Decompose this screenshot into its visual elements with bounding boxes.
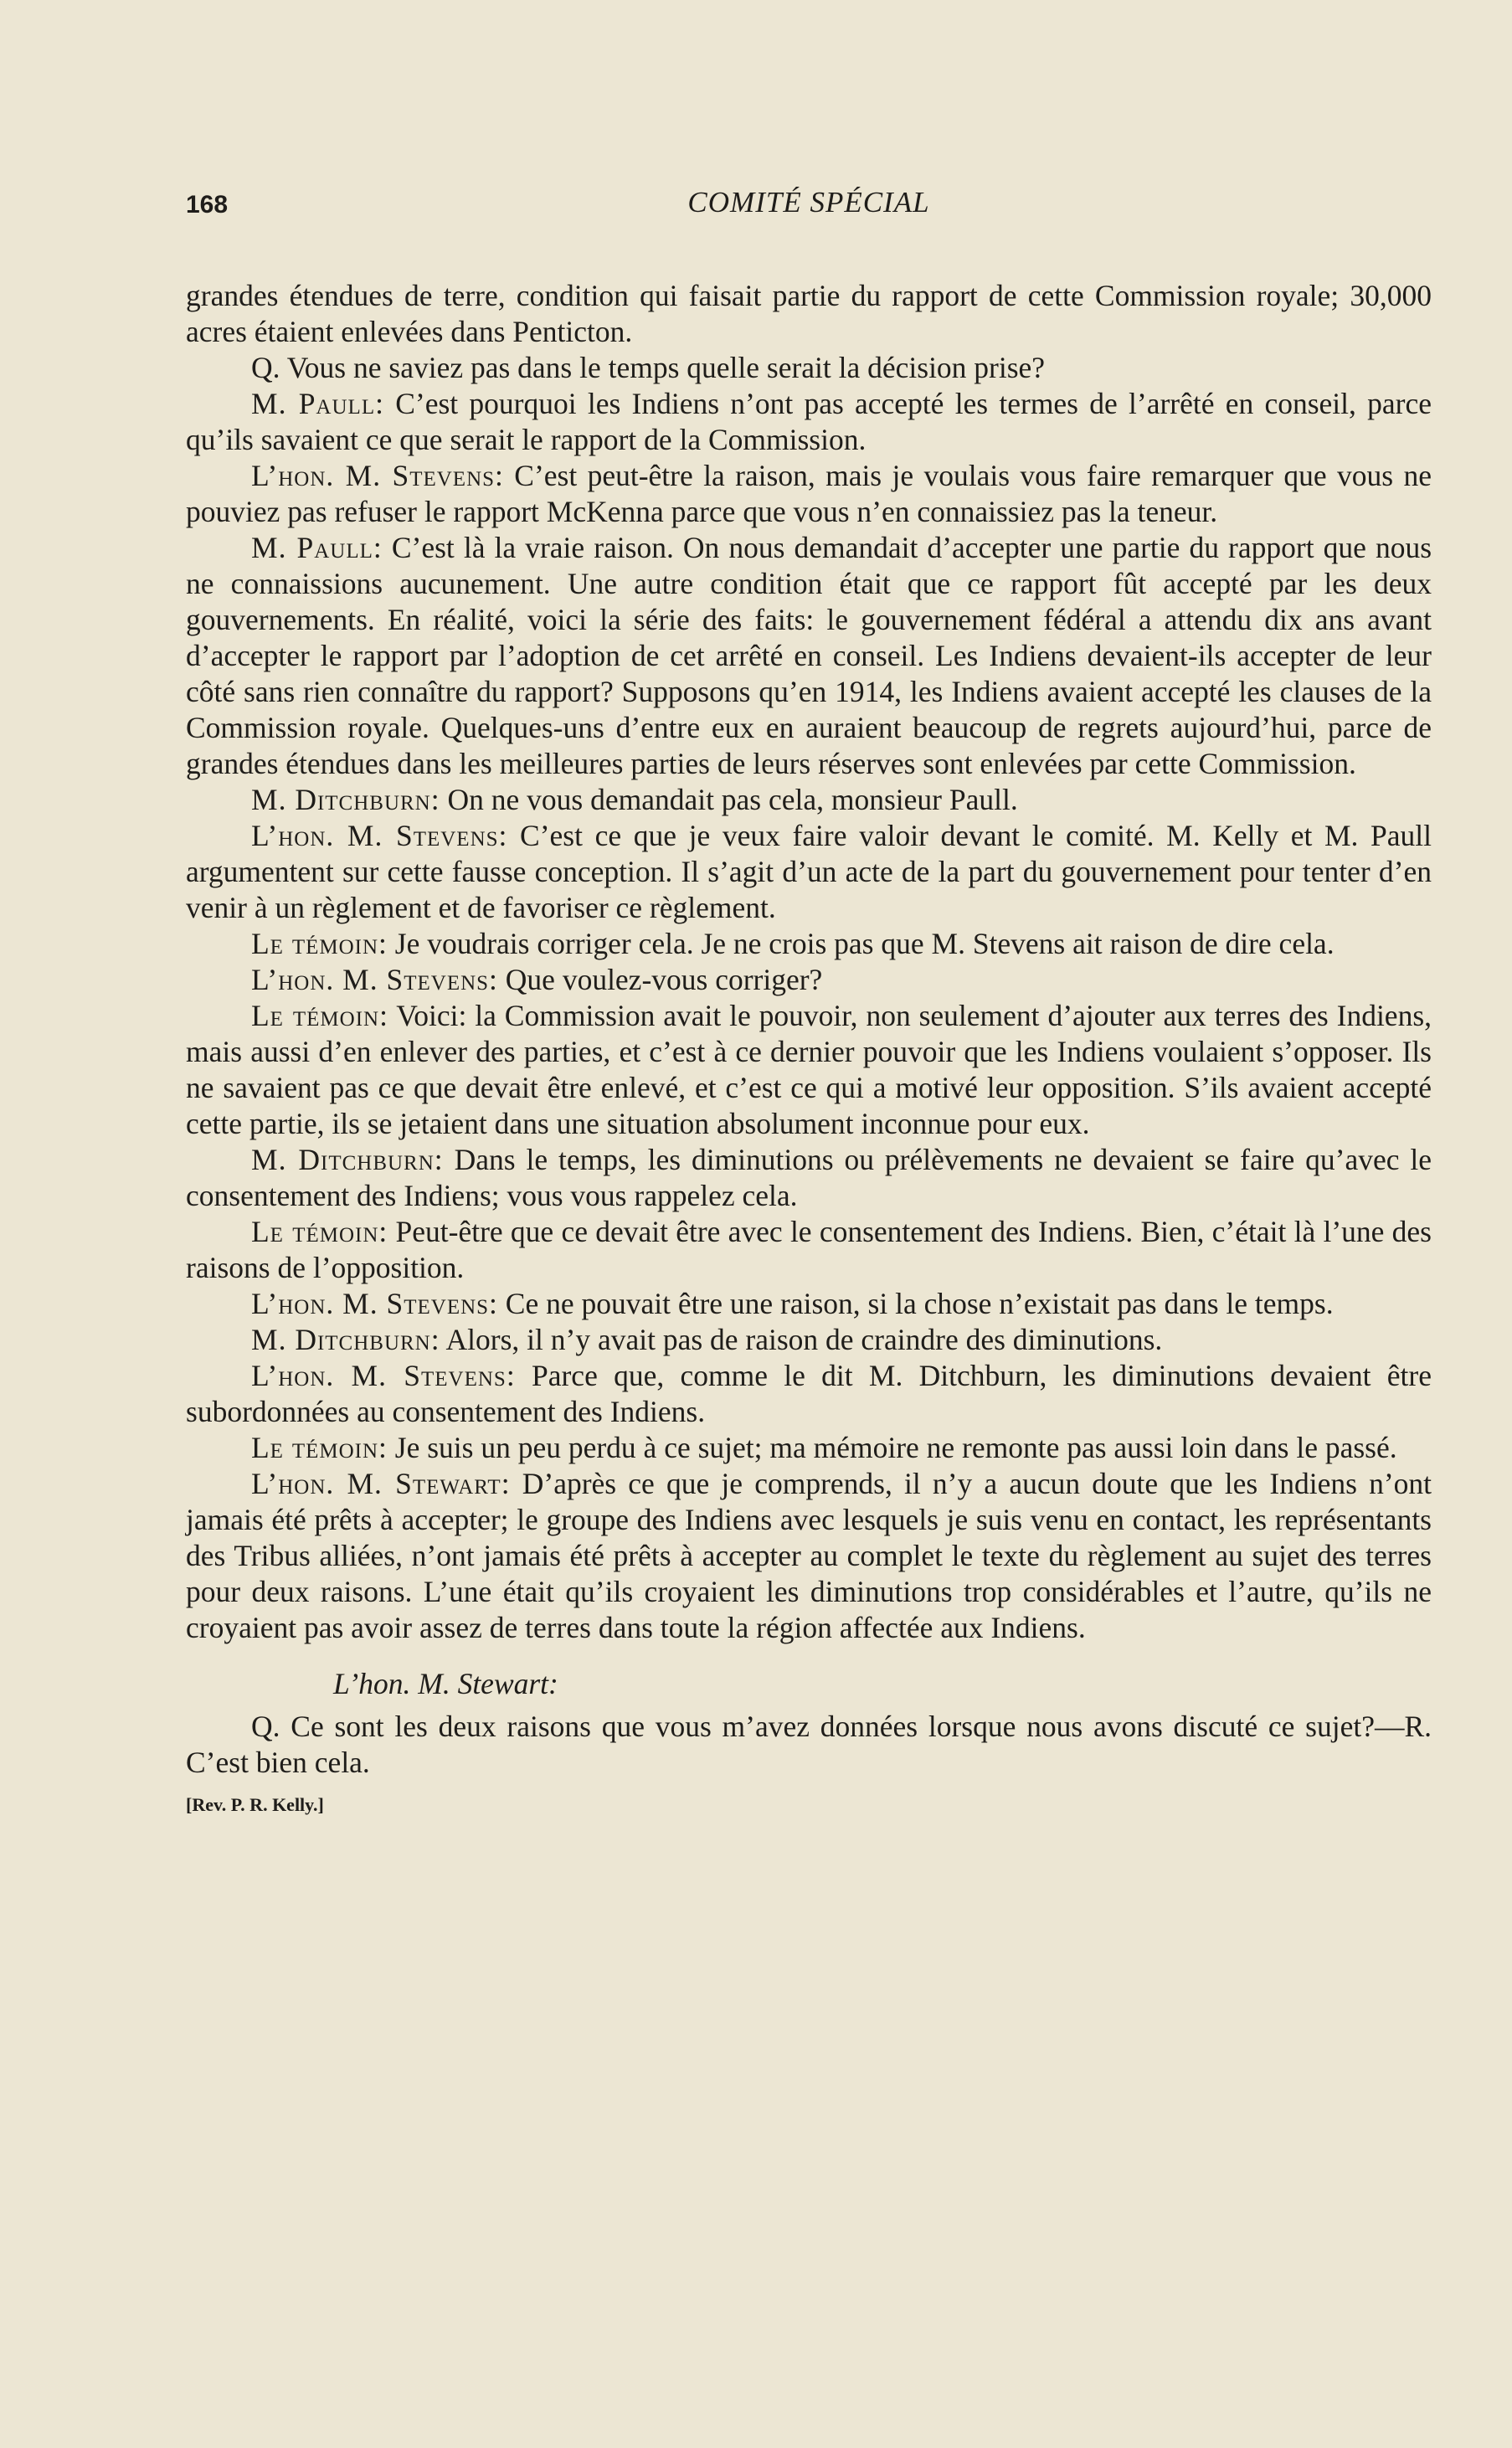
- running-title: COMITÉ SPÉCIAL: [687, 186, 930, 219]
- speaker-name: L’hon. M. Stevens:: [251, 819, 508, 852]
- speaker-name: Le témoin:: [251, 999, 388, 1032]
- paragraph: [186, 1322, 1432, 1358]
- paragraph: [186, 962, 1432, 998]
- paragraph: [186, 926, 1432, 962]
- speaker-name: M. Ditchburn:: [251, 783, 440, 816]
- paragraph-text: C’est pourquoi les Indiens n’ont pas accepté les termes de l’arrêté en conseil, parce qu’ils savaient ce que serait le rapport de la Commission.: [186, 387, 1432, 456]
- speaker-name: Le témoin:: [251, 1431, 388, 1464]
- paragraph: [186, 386, 1432, 458]
- speaker-name: L’hon. M. Stevens:: [251, 1287, 498, 1320]
- speaker-name: M. Paull:: [251, 531, 383, 564]
- paragraph-text: On ne vous demandait pas cela, monsieur Paull.: [447, 783, 1018, 816]
- paragraph: [186, 818, 1432, 926]
- paragraph: [186, 782, 1432, 818]
- examiner-heading: L’hon. M. Stewart:: [333, 1667, 558, 1700]
- paragraph-text: Peut-être que ce devait être avec le consentement des Indiens. Bien, c’était là l’une des raisons de l’opposition.: [186, 1215, 1432, 1284]
- speaker-name: Le témoin:: [251, 1215, 388, 1248]
- paragraph-text: Dans le temps, les diminutions ou prélèvements ne devaient se faire qu’avec le consentement des Indiens; vous vous rappelez cela.: [186, 1143, 1432, 1212]
- speaker-name: L’hon. M. Stevens:: [251, 1359, 516, 1392]
- paragraph: [186, 350, 1432, 386]
- paragraph: [186, 1214, 1432, 1286]
- paragraph-text: Ce ne pouvait être une raison, si la chose n’existait pas dans le temps.: [505, 1287, 1334, 1320]
- speaker-name: M. Ditchburn:: [251, 1143, 444, 1176]
- paragraph-text: D’après ce que je comprends, il n’y a aucun doute que les Indiens n’ont jamais été prêts à accepter; le groupe des Indiens avec lesquels je suis venu en contact, les représentants des Tribus alliées, n’ont jamais été prêts à accepter au complet le texte du règlement au sujet des terres pour deux raisons. L’une était qu’ils croyaient les diminutions trop considérables et l’autre, qu’ils ne croyaient pas avoir assez de terres dans toute la région affectée aux Indiens.: [186, 1467, 1432, 1644]
- paragraph-text: Je voudrais corriger cela. Je ne crois pas que M. Stevens ait raison de dire cela.: [394, 927, 1335, 960]
- page-header: [186, 186, 1432, 241]
- speaker-name: L’hon. M. Stevens:: [251, 963, 498, 996]
- paragraph: [186, 1142, 1432, 1214]
- paragraph-text: grandes étendues de terre, condition qui faisait partie du rapport de cette Commission royale; 30,000 acres étaient enlevées dans Penticton.: [186, 279, 1432, 348]
- paragraph-text: C’est peut-être la raison, mais je voulais vous faire remarquer que vous ne pouviez pas refuser le rapport McKenna parce que vous n’en connaissiez pas la teneur.: [186, 459, 1432, 528]
- paragraph: [186, 998, 1432, 1142]
- paragraph: [186, 1286, 1432, 1322]
- paragraph-text: C’est là la vraie raison. On nous demandait d’accepter une partie du rapport que nous ne connaissions aucunement. Une autre condition était que ce rapport fût accepté par les deux gouvernements. En réalité, voici la série des faits: le gouvernement fédéral a attendu dix ans avant d’accepter le rapport par l’adoption de cet arrêté en conseil. Les Indiens devaient-ils accepter de leur côté sans rien connaître du rapport? Supposons qu’en 1914, les Indiens avaient accepté les clauses de la Commission royale. Quelques-uns d’entre eux en auraient beaucoup de regrets aujourd’hui, parce de grandes étendues dans les meilleures parties de leurs réserves sont enlevées par cette Commission.: [186, 531, 1432, 780]
- paragraph-text: Parce que, comme le dit M. Ditchburn, les diminutions devaient être subordonnées au consentement des Indiens.: [186, 1359, 1432, 1428]
- paragraph-text: Q. Vous ne saviez pas dans le temps quelle serait la décision prise?: [251, 351, 1046, 384]
- speaker-name: Le témoin:: [251, 927, 388, 960]
- paragraph-text: Que voulez-vous corriger?: [505, 963, 823, 996]
- paragraph-text: Alors, il n’y avait pas de raison de craindre des diminutions.: [445, 1323, 1163, 1356]
- paragraph: [186, 530, 1432, 782]
- speaker-name: L’hon. M. Stewart:: [251, 1467, 511, 1500]
- paragraph-text: C’est ce que je veux faire valoir devant le comité. M. Kelly et M. Paull argumentent sur cette fausse conception. Il s’agit d’un acte de la part du gouvernement pour tenter d’en venir à un règlement et de favoriser ce règlement.: [186, 819, 1432, 924]
- document-page: [186, 186, 1432, 1816]
- speaker-name: L’hon. M. Stevens:: [251, 459, 504, 492]
- speaker-name: M. Paull:: [251, 387, 384, 420]
- witness-footer: [Rev. P. R. Kelly.]: [186, 1794, 324, 1815]
- speaker-name: M. Ditchburn:: [251, 1323, 440, 1356]
- page-number: 168: [186, 191, 229, 219]
- closing-paragraph: Q. Ce sont les deux raisons que vous m’avez données lorsque nous avons discuté ce sujet?—R. C’est bien cela.: [186, 1710, 1432, 1779]
- paragraph: [186, 1358, 1432, 1430]
- paragraph-text: Voici: la Commission avait le pouvoir, non seulement d’ajouter aux terres des Indiens, mais aussi d’en enlever des parties, et c’est à ce dernier pouvoir que les Indiens voulaient s’opposer. Ils ne savaient pas ce que devait être enlevé, et c’est ce qui a motivé leur opposition. S’ils avaient accepté cette partie, ils se jetaient dans une situation absolument inconnue pour eux.: [186, 999, 1432, 1140]
- paragraph-text: Je suis un peu perdu à ce sujet; ma mémoire ne remonte pas aussi loin dans le passé.: [394, 1431, 1397, 1464]
- page-body: [186, 278, 1432, 1781]
- paragraph: [186, 1430, 1432, 1466]
- paragraph: [186, 458, 1432, 530]
- paragraph: [186, 278, 1432, 350]
- paragraph: [186, 1466, 1432, 1646]
